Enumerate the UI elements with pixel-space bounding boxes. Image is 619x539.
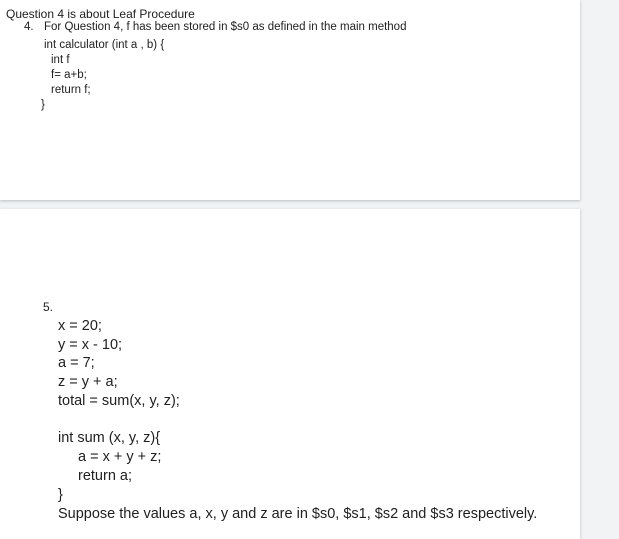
code-line: a = 7;	[58, 355, 95, 371]
code-line: }	[58, 487, 63, 503]
code-line: total = sum(x, y, z);	[58, 393, 180, 409]
code-line: int f	[51, 54, 70, 66]
code-line: }	[41, 99, 45, 111]
code-line: return f;	[51, 84, 91, 96]
question-5-note: Suppose the values a, x, y and z are in $s0, $s1, $s2 and $s3 respectively.	[58, 506, 538, 522]
question-4-header: Question 4 is about Leaf Procedure	[6, 7, 195, 21]
code-line: y = x - 10;	[58, 337, 123, 353]
code-line: a = x + y + z;	[78, 449, 162, 465]
question-4-text: For Question 4, f has been stored in $s0 as defined in the main method	[44, 21, 407, 33]
question-4-number: 4.	[24, 21, 34, 33]
code-line: f= a+b;	[51, 69, 87, 81]
code-line: x = 20;	[58, 318, 102, 334]
question-5-number: 5.	[43, 300, 54, 314]
question-4-card	[0, 0, 580, 200]
question-5-card	[0, 209, 580, 539]
code-line: return a;	[78, 468, 132, 484]
code-line: int calculator (int a , b) {	[44, 39, 165, 51]
code-line: z = y + a;	[58, 374, 118, 390]
code-line: int sum (x, y, z){	[58, 430, 161, 446]
